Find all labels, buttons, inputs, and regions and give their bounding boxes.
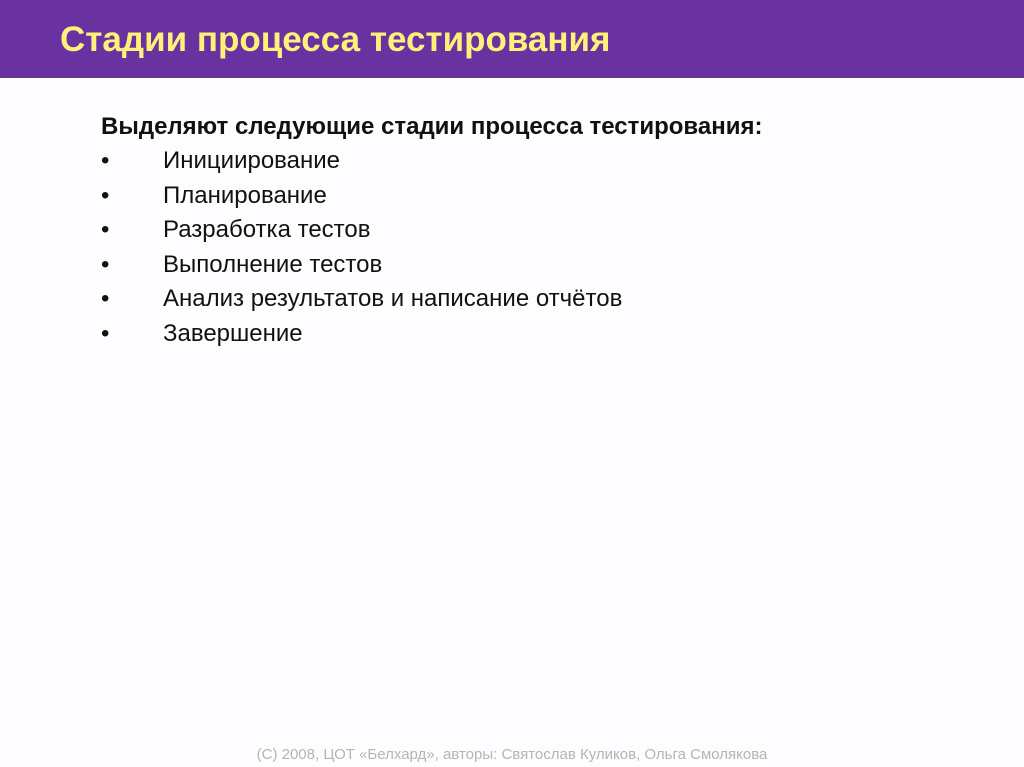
list-item xyxy=(101,179,961,214)
stage-label: Разработка тестов xyxy=(163,216,371,243)
stage-label: Выполнение тестов xyxy=(163,250,383,278)
copyright-footer: (С) 2008, ЦОТ «Белхард», авторы: Святослав Куликов, Ольга Смолякова xyxy=(256,746,768,763)
stage-list xyxy=(101,144,961,351)
bullet: • xyxy=(101,181,110,209)
bullet: • xyxy=(101,216,110,243)
stage-label: Инициирование xyxy=(163,147,340,174)
stage-label: Завершение xyxy=(163,319,303,347)
bullet: • xyxy=(101,147,110,174)
bullet: • xyxy=(101,285,110,312)
list-item xyxy=(101,282,961,317)
list-item xyxy=(101,317,961,352)
intro-text: Выделяют следующие стадии процесса тестирования: xyxy=(101,113,763,140)
stage-label: Планирование xyxy=(163,181,327,209)
bullet: • xyxy=(101,319,110,347)
slide-title: Стадии процесса тестирования xyxy=(60,20,611,59)
list-item xyxy=(101,144,961,179)
list-item xyxy=(101,213,961,248)
slide-content xyxy=(101,110,961,351)
list-item xyxy=(101,248,961,283)
stage-label: Анализ результатов и написание отчётов xyxy=(163,285,623,312)
bullet: • xyxy=(101,250,110,278)
title-bar xyxy=(0,0,1024,78)
